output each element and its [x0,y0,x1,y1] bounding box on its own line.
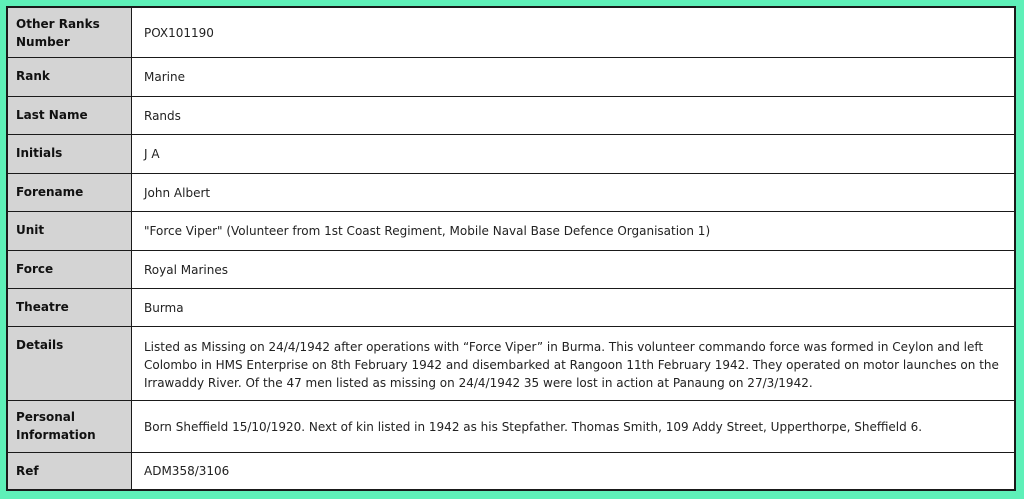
field-value-rank: Marine [132,58,1015,97]
field-value-ref: ADM358/3106 [132,453,1015,490]
field-label-initials: Initials [8,135,132,174]
field-label-unit: Unit [8,212,132,251]
field-value-other-ranks-number: POX101190 [132,8,1015,58]
row-details [8,327,1015,401]
field-value-personal-information: Born Sheffield 15/10/1920. Next of kin listed in 1942 as his Stepfather. Thomas Smith, 109 Addy Street, Upperthorpe, Sheffield 6. [132,401,1015,453]
field-value-theatre: Burma [132,289,1015,327]
row-rank [8,58,1015,97]
field-value-details: Listed as Missing on 24/4/1942 after operations with “Force Viper” in Burma. This volunteer commando force was formed in Ceylon and left Colombo in HMS Enterprise on 8th February 1942 and disembarked at Rangoon 11th February 1942. They operated on motor launches on the Irrawaddy River. Of the 47 men listed as missing on 24/4/1942 35 were lost in action at Panaung on 27/3/1942. [132,327,1015,401]
field-value-forename: John Albert [132,174,1015,212]
field-value-unit: "Force Viper" (Volunteer from 1st Coast Regiment, Mobile Naval Base Defence Organisation 1) [132,212,1015,251]
row-personal-information [8,401,1015,453]
field-label-personal-information: Personal Information [8,401,132,453]
row-force [8,251,1015,289]
row-other-ranks-number [8,8,1015,58]
field-label-ref: Ref [8,453,132,490]
field-label-force: Force [8,251,132,289]
field-label-forename: Forename [8,174,132,212]
service-record-table [7,7,1015,490]
row-initials [8,135,1015,174]
field-value-last-name: Rands [132,97,1015,135]
field-value-force: Royal Marines [132,251,1015,289]
field-value-initials: J A [132,135,1015,174]
row-unit [8,212,1015,251]
record-card [6,6,1016,491]
field-label-other-ranks-number: Other Ranks Number [8,8,132,58]
row-theatre [8,289,1015,327]
row-forename [8,174,1015,212]
row-ref [8,453,1015,490]
field-label-theatre: Theatre [8,289,132,327]
field-label-last-name: Last Name [8,97,132,135]
field-label-rank: Rank [8,58,132,97]
row-last-name [8,97,1015,135]
field-label-details: Details [8,327,132,401]
